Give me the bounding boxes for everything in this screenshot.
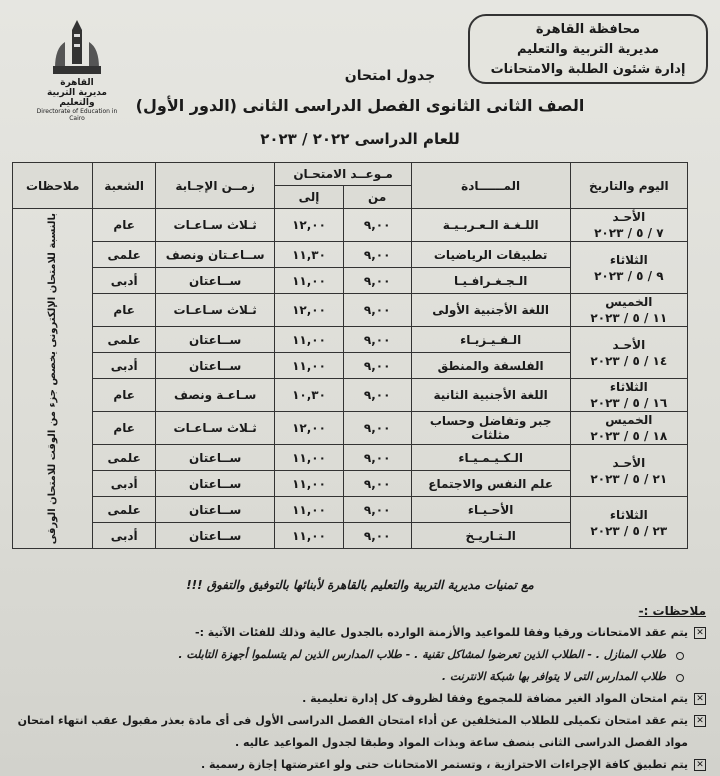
- note-text: يتم امتحان المواد الغير مضافة للمجموع وفقا لظروف كل إدارة تعليمية .: [302, 692, 688, 705]
- to-time-cell: ١١,٠٠: [275, 497, 343, 523]
- from-time-cell: ٩,٠٠: [343, 379, 411, 412]
- branch-cell: علمى: [93, 327, 155, 353]
- from-time-cell: ٩,٠٠: [343, 471, 411, 497]
- to-time-cell: ١١,٠٠: [275, 445, 343, 471]
- table-row: [13, 294, 688, 327]
- to-time-cell: ١٢,٠٠: [275, 294, 343, 327]
- subject-cell: الفلسفة والمنطق: [411, 353, 570, 379]
- duration-cell: ســاعتان: [155, 523, 275, 549]
- to-time-cell: ١١,٠٠: [275, 353, 343, 379]
- note-text: يتم عقد الامتحانات ورقيا وفقا للمواعيد والأزمنة الوارده بالجدول عالية وذلك للفئات الآتية :-: [195, 626, 688, 639]
- from-time-cell: ٩,٠٠: [343, 445, 411, 471]
- subject-cell: جبر وتفاضل وحساب مثلثات: [411, 412, 570, 445]
- exam-date: ٩ / ٥ / ٢٠٢٣: [594, 268, 664, 283]
- table-row: [13, 445, 688, 471]
- header-branch: الشعبة: [93, 163, 155, 209]
- checkbox-x-icon: ✕: [694, 627, 706, 639]
- header-subject: المــــــادة: [411, 163, 570, 209]
- day-name: الثلاثاء: [609, 252, 648, 267]
- branch-cell: أدبى: [93, 353, 155, 379]
- header-line-1: محافظة القاهرة: [535, 22, 641, 37]
- day-date-cell: [570, 294, 687, 327]
- branch-cell: علمى: [93, 445, 155, 471]
- academic-year-title: للعام الدراسى ٢٠٢٢ / ٢٠٢٣: [260, 130, 460, 148]
- duration-cell: ســاعتان: [155, 327, 275, 353]
- day-name: الخميس: [605, 295, 653, 309]
- subject-cell: علم النفس والاجتماع: [411, 471, 570, 497]
- note-item: [14, 710, 706, 754]
- branch-cell: أدبى: [93, 268, 155, 294]
- day-date-cell: [570, 412, 687, 445]
- duration-cell: ثـلاث سـاعـات: [155, 294, 275, 327]
- day-name: الثلاثاء: [609, 380, 648, 394]
- subject-cell: اللغة الأجنبية الثانية: [411, 379, 570, 412]
- logo-caption-en: Directorate of Education in Cairo: [36, 108, 118, 122]
- table-row: [13, 412, 688, 445]
- duration-cell: ســاعتان: [155, 497, 275, 523]
- exam-date: ٧ / ٥ / ٢٠٢٣: [594, 226, 664, 240]
- branch-cell: عام: [93, 412, 155, 445]
- day-name: الثلاثاء: [609, 507, 648, 522]
- branch-cell: أدبى: [93, 523, 155, 549]
- note-item: [14, 622, 706, 644]
- note-sub-item: [14, 666, 706, 688]
- from-time-cell: ٩,٠٠: [343, 497, 411, 523]
- branch-cell: عام: [93, 209, 155, 242]
- from-time-cell: ٩,٠٠: [343, 268, 411, 294]
- branch-cell: عام: [93, 379, 155, 412]
- from-time-cell: ٩,٠٠: [343, 242, 411, 268]
- exam-date: ١٤ / ٥ / ٢٠٢٣: [590, 353, 668, 368]
- day-date-cell: [570, 497, 687, 549]
- subject-cell: الأحـيـاء: [411, 497, 570, 523]
- table-row: [13, 242, 688, 268]
- bullet-circle-icon: [676, 674, 684, 682]
- exam-date: ١٨ / ٥ / ٢٠٢٣: [590, 429, 668, 443]
- schedule-title: جدول امتحان: [344, 68, 436, 84]
- notes-cell: [13, 209, 93, 549]
- duration-cell: ســاعـتان ونصف: [155, 242, 275, 268]
- subject-cell: الـكـيـمـيـاء: [411, 445, 570, 471]
- day-name: الأحـد: [612, 210, 646, 224]
- logo-title: القاهرة: [60, 78, 94, 88]
- exam-schedule-table: [12, 162, 688, 549]
- checkbox-x-icon: ✕: [694, 759, 706, 771]
- duration-cell: ثـلاث سـاعـات: [155, 412, 275, 445]
- to-time-cell: ١١,٠٠: [275, 268, 343, 294]
- notes-title: ملاحظات :-: [638, 604, 706, 618]
- checkbox-x-icon: ✕: [694, 693, 706, 705]
- table-row: [13, 379, 688, 412]
- note-sub-item: [14, 644, 706, 666]
- header-to: إلى: [275, 186, 343, 209]
- from-time-cell: ٩,٠٠: [343, 353, 411, 379]
- note-text: يتم تطبيق كافة الإجراءات الاحترازية ، وتستمر الامتحانات حتى ولو اعترضتها إجازة رسمية .: [201, 758, 688, 771]
- to-time-cell: ١١,٠٠: [275, 471, 343, 497]
- table-row: [13, 327, 688, 353]
- note-sub-text: طلاب المنازل . - الطلاب الذين تعرضوا لمشاكل تقنية . - طلاب المدارس الذين لم يتسلموا أجهزة التابلت .: [178, 648, 666, 661]
- subject-cell: الـتـاريـخ: [411, 523, 570, 549]
- electronic-exam-note: بالنسبة للامتحان الإلكترونى يخصص جزء من الوقت للامتحان الورقى: [46, 212, 58, 545]
- day-name: الخميس: [605, 413, 653, 427]
- closing-wishes: مع تمنيات مديرية التربية والتعليم بالقاهرة لأبنائها بالتوفيق والتفوق !!!: [186, 578, 534, 592]
- table-row: [13, 497, 688, 523]
- header-from: من: [343, 186, 411, 209]
- notes-section: [14, 600, 706, 776]
- header-duration: زمــن الإجـابة: [155, 163, 275, 209]
- day-date-cell: [570, 242, 687, 294]
- day-date-cell: [570, 327, 687, 379]
- logo-caption-ar: مديرية التربية والتعليم: [47, 88, 107, 108]
- day-date-cell: [570, 379, 687, 412]
- to-time-cell: ١١,٠٠: [275, 523, 343, 549]
- branch-cell: أدبى: [93, 471, 155, 497]
- from-time-cell: ٩,٠٠: [343, 209, 411, 242]
- note-item: [14, 754, 706, 776]
- day-name: الأحـد: [612, 455, 646, 470]
- notes-list: [14, 622, 706, 776]
- day-date-cell: [570, 209, 687, 242]
- from-time-cell: ٩,٠٠: [343, 294, 411, 327]
- subject-cell: تطبيقات الرياضيات: [411, 242, 570, 268]
- exam-date: ٢٣ / ٥ / ٢٠٢٣: [590, 523, 668, 538]
- header-day: اليوم والتاريخ: [570, 163, 687, 209]
- header-notes: ملاحظات: [13, 163, 93, 209]
- subject-cell: الـجـغـرافـيـا: [411, 268, 570, 294]
- duration-cell: ســاعتان: [155, 268, 275, 294]
- from-time-cell: ٩,٠٠: [343, 523, 411, 549]
- note-item: [14, 688, 706, 710]
- table-row: [13, 209, 688, 242]
- subject-cell: اللغة الأجنبية الأولى: [411, 294, 570, 327]
- branch-cell: علمى: [93, 242, 155, 268]
- checkbox-x-icon: ✕: [694, 715, 706, 727]
- day-name: الأحـد: [612, 337, 646, 352]
- directorate-logo: [34, 18, 120, 122]
- duration-cell: ثـلاث سـاعـات: [155, 209, 275, 242]
- from-time-cell: ٩,٠٠: [343, 327, 411, 353]
- header-line-2: مديرية التربية والتعليم: [516, 42, 660, 57]
- grade-term-title: الصف الثانى الثانوى الفصل الدراسى الثانى (الدور الأول): [135, 96, 585, 115]
- subject-cell: اللـغـة الـعـربـيـة: [411, 209, 570, 242]
- header-time-group: مـوعــد الامتحـان: [275, 163, 411, 186]
- exam-date: ٢١ / ٥ / ٢٠٢٣: [590, 471, 668, 486]
- bullet-circle-icon: [676, 652, 684, 660]
- to-time-cell: ١١,٣٠: [275, 242, 343, 268]
- day-date-cell: [570, 445, 687, 497]
- duration-cell: سـاعـة ونصف: [155, 379, 275, 412]
- to-time-cell: ١٢,٠٠: [275, 412, 343, 445]
- duration-cell: ســاعتان: [155, 353, 275, 379]
- duration-cell: ســاعتان: [155, 445, 275, 471]
- exam-date: ١١ / ٥ / ٢٠٢٣: [590, 311, 668, 325]
- duration-cell: ســاعتان: [155, 471, 275, 497]
- from-time-cell: ٩,٠٠: [343, 412, 411, 445]
- schedule-body: [13, 209, 688, 549]
- exam-date: ١٦ / ٥ / ٢٠٢٣: [590, 396, 668, 410]
- branch-cell: علمى: [93, 497, 155, 523]
- to-time-cell: ١٠,٣٠: [275, 379, 343, 412]
- note-sub-text: طلاب المدارس التى لا يتوافر بها شبكة الانترنت .: [441, 670, 666, 683]
- subject-cell: الـفـيـزيـاء: [411, 327, 570, 353]
- note-text: يتم عقد امتحان تكميلى للطلاب المتخلفين عن أداء امتحان الفصل الدراسى الأول فى أى مادة بعذر مقبول عقب انتهاء امتحان مواد الفصل الدراسى الثانى بنصف ساعة وبذات المواد وطبقا لجدول المواعيد عاليه .: [17, 714, 688, 749]
- to-time-cell: ١١,٠٠: [275, 327, 343, 353]
- branch-cell: عام: [93, 294, 155, 327]
- header-line-3: إدارة شئون الطلبة والامتحانات: [490, 62, 686, 77]
- to-time-cell: ١٢,٠٠: [275, 209, 343, 242]
